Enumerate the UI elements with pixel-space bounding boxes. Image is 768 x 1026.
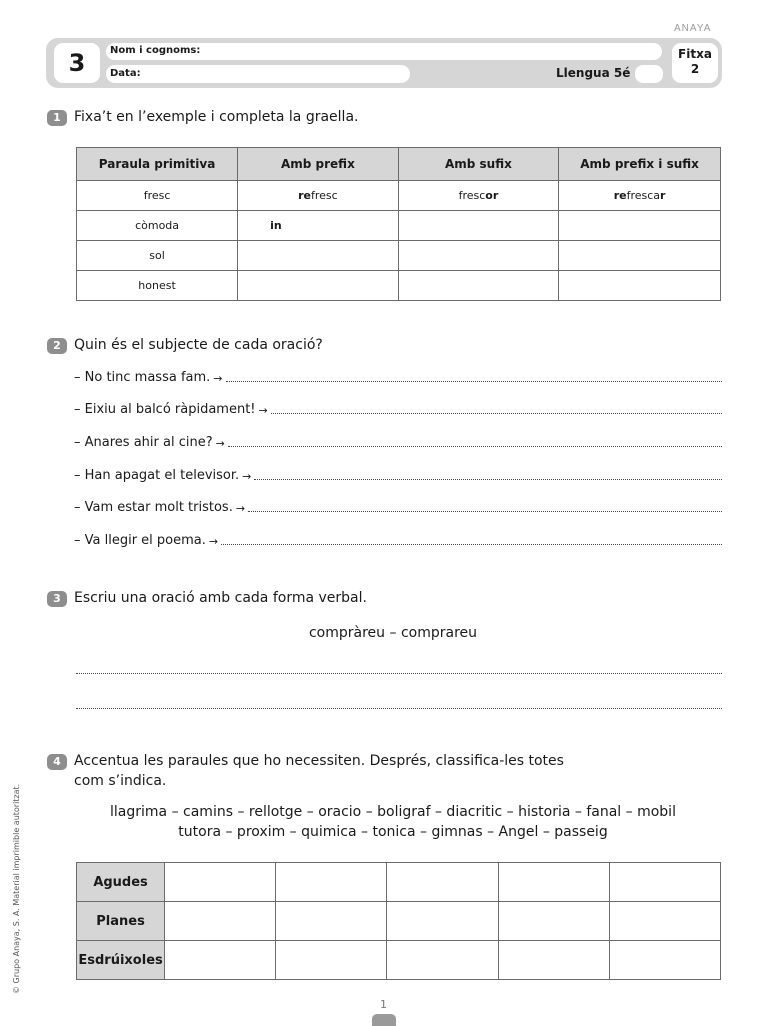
answer-cell[interactable] [609,941,720,980]
fitxa-box [672,43,718,83]
word-list-line1: llagrima – camins – rellotge – oracio – boligraf – diacritic – historia – fanal – mobil [110,804,676,820]
page-number: 1 [380,998,387,1011]
arrow-icon: → [242,470,252,483]
cell-prefix[interactable] [238,241,399,271]
sentence-text: – Va llegir el poema. [74,533,206,548]
answer-cell[interactable] [609,863,720,902]
cell-primitive: fresc [77,181,238,211]
arrow-icon: → [215,437,225,450]
answer-cell[interactable] [165,863,276,902]
sentence-line [74,369,722,385]
word-formation-table [76,147,721,301]
table-row [77,241,721,271]
exercise-4-instruction-line1: Accentua les paraules que ho necessiten. Després, classifica-les totes [74,753,564,769]
answer-line[interactable] [271,413,722,414]
table-row [77,863,721,902]
unit-number: 3 [54,43,100,83]
suffix-part: or [485,189,499,202]
exercise-1-number: 1 [47,110,67,126]
answer-line[interactable] [254,479,722,480]
classification-table [76,862,721,980]
row-label-esdruixoles: Esdrúixoles [77,941,165,980]
table-row [77,211,721,241]
copyright-notice: © Grupo Anaya, S. A. Material imprimible autoritzat. [12,783,21,994]
cell-suffix[interactable] [398,211,558,241]
exercise-4-instruction-line2: com s’indica. [74,773,167,789]
verb-forms: compràreu – comprareu [308,625,477,641]
root-part: fresc [458,189,486,202]
sentence-text: – Eixiu al balcó ràpidament! [74,402,256,417]
date-field[interactable] [106,65,410,83]
answer-line[interactable] [221,544,722,545]
publisher-logo: ANAYA [674,23,712,34]
exercise-4-number: 4 [47,754,67,770]
header-suffix: Amb sufix [398,148,558,181]
answer-line[interactable] [226,381,722,382]
cell-prefix [238,181,399,211]
cell-prefix[interactable] [238,211,399,241]
answer-cell[interactable] [276,941,387,980]
arrow-icon: → [235,502,246,515]
cell-prefix-suffix[interactable] [559,241,721,271]
cell-prefix-suffix[interactable] [559,211,721,241]
table-row [77,902,721,941]
sentence-text: – Han apagat el televisor. [74,468,240,483]
header-prefix: Amb prefix [238,148,399,181]
table-row [77,941,721,980]
table-header-row [77,148,721,181]
cell-primitive: honest [77,271,238,301]
exercise-2-instruction: Quin és el subjecte de cada oració? [74,337,323,353]
cell-primitive: sol [77,241,238,271]
answer-cell[interactable] [387,863,498,902]
answer-line[interactable] [248,511,722,512]
sentence-line [74,434,722,450]
root-part: fresca [626,189,661,202]
fitxa-label: Fitxa [678,47,712,61]
answer-line[interactable] [76,708,722,709]
cell-prefix-suffix[interactable] [559,271,721,301]
answer-line[interactable] [228,446,722,447]
fitxa-number: 2 [690,62,700,76]
arrow-icon: → [258,404,268,417]
suffix-part: r [660,189,666,202]
answer-cell[interactable] [276,863,387,902]
cell-prefix-suffix [559,181,721,211]
sentence-line [74,532,722,548]
answer-cell[interactable] [609,902,720,941]
sentence-text: – No tinc massa fam. [74,370,211,385]
exercise-2-number: 2 [47,338,67,354]
table-row [77,181,721,211]
sentence-line [74,401,722,417]
sentence-text: – Vam estar molt tristos. [74,500,233,515]
answer-cell[interactable] [165,941,276,980]
cell-suffix[interactable] [398,241,558,271]
answer-line[interactable] [76,673,722,674]
name-label: Nom i cognoms: [110,45,201,56]
arrow-icon: → [213,372,223,385]
sentence-text: – Anares ahir al cine? [74,435,213,450]
page-tab [372,1014,396,1026]
row-label-planes: Planes [77,902,165,941]
arrow-icon: → [208,535,219,548]
root-part: fresc [310,189,338,202]
prefix-part: in [270,219,282,232]
word-list-line2: tutora – proxim – quimica – tonica – gimnas – Angel – passeig [178,824,608,840]
sentence-line [74,467,722,483]
answer-cell[interactable] [387,941,498,980]
class-field[interactable] [635,65,663,83]
row-label-agudes: Agudes [77,863,165,902]
subject-label: Llengua 5é [556,66,631,80]
cell-suffix[interactable] [398,271,558,301]
cell-suffix [398,181,558,211]
answer-cell[interactable] [276,902,387,941]
answer-cell[interactable] [387,902,498,941]
exercise-3-instruction: Escriu una oració amb cada forma verbal. [74,590,367,606]
cell-primitive: còmoda [77,211,238,241]
answer-cell[interactable] [165,902,276,941]
answer-cell[interactable] [498,941,609,980]
header-prefix-suffix: Amb prefix i sufix [559,148,721,181]
exercise-3-number: 3 [47,591,67,607]
prefix-part: re [613,189,627,202]
header-primitive: Paraula primitiva [77,148,238,181]
table-row [77,271,721,301]
sentence-line [74,499,722,515]
answer-cell[interactable] [498,902,609,941]
date-label: Data: [110,68,141,79]
cell-prefix[interactable] [238,271,399,301]
answer-cell[interactable] [498,863,609,902]
prefix-part: re [298,189,311,202]
exercise-1-instruction: Fixa’t en l’exemple i completa la graella. [74,109,359,125]
